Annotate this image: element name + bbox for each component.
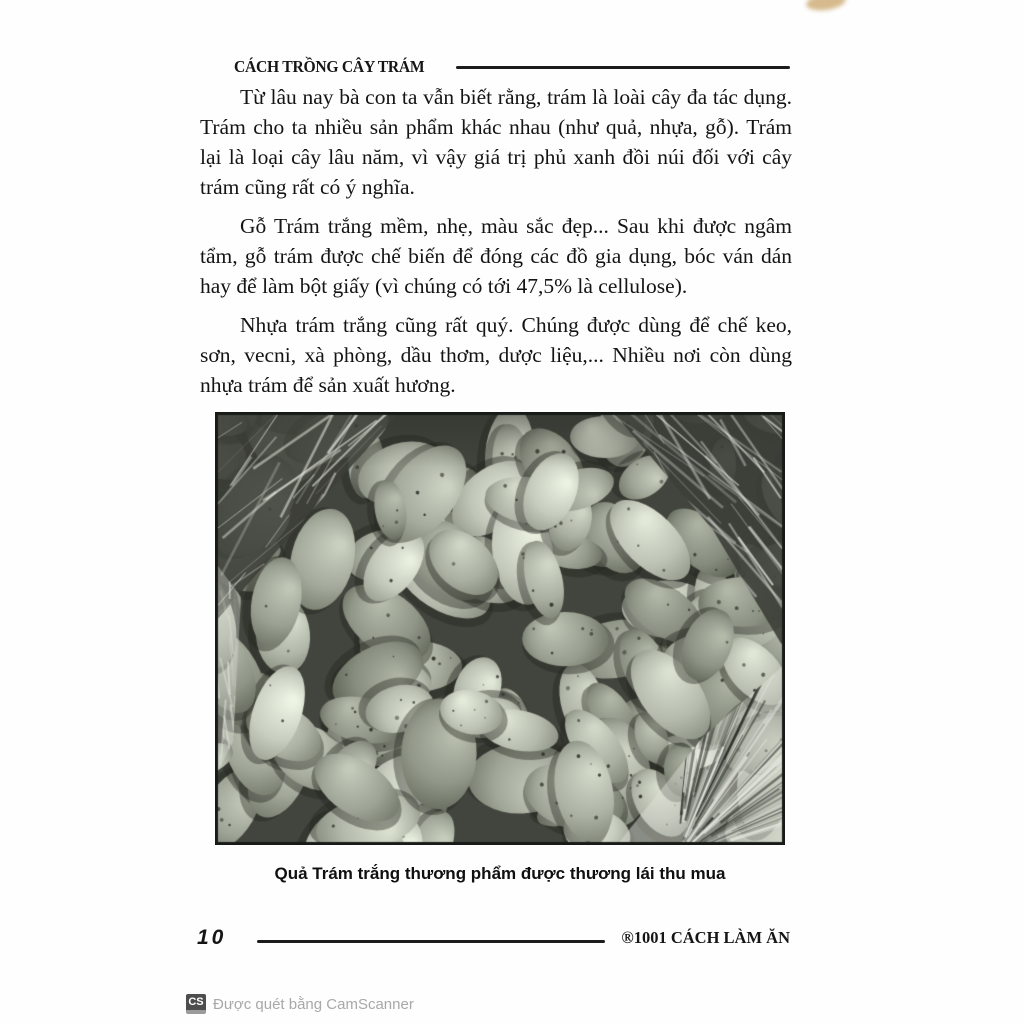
page-number: 10 <box>197 926 227 949</box>
paragraph-2: Gỗ Trám trắng mềm, nhẹ, màu sắc đẹp... Sau khi được ngâm tẩm, gỗ trám được chế biến để đóng các đồ gia dụng, bóc ván dán hay để làm bột giấy (vì chúng có tới 47,5% là cellulose). <box>200 214 792 298</box>
camscanner-watermark <box>186 994 414 1014</box>
camscanner-icon: CS <box>186 994 206 1014</box>
paragraph-3: Nhựa trám trắng cũng rất quý. Chúng được dùng để chế keo, sơn, vecni, xà phòng, dầu thơm, dược liệu,... Nhiều nơi còn dùng nhựa trám để sản xuất hương. <box>200 313 792 397</box>
camscanner-text: Được quét bằng CamScanner <box>213 995 414 1013</box>
body-text <box>200 82 792 409</box>
footer-rule <box>257 940 605 943</box>
footer-book-title: ®1001 CÁCH LÀM ĂN <box>621 928 790 947</box>
tram-fruit-photo-canvas <box>215 412 785 845</box>
figure-photo <box>215 412 785 845</box>
paragraph-1: Từ lâu nay bà con ta vẫn biết rằng, trám là loài cây đa tác dụng. Trám cho ta nhiều sản phẩm khác nhau (như quả, nhựa, gỗ). Trám lại là loại cây lâu năm, vì vậy giá trị phủ xanh đồi núi đối với cây trám cũng rất có ý nghĩa. <box>200 85 792 199</box>
running-header-title: CÁCH TRỒNG CÂY TRÁM <box>234 57 425 76</box>
figure-caption: Quả Trám trắng thương phẩm được thương lái thu mua <box>274 864 726 883</box>
scan-stain <box>805 0 847 13</box>
header-rule <box>456 66 790 69</box>
